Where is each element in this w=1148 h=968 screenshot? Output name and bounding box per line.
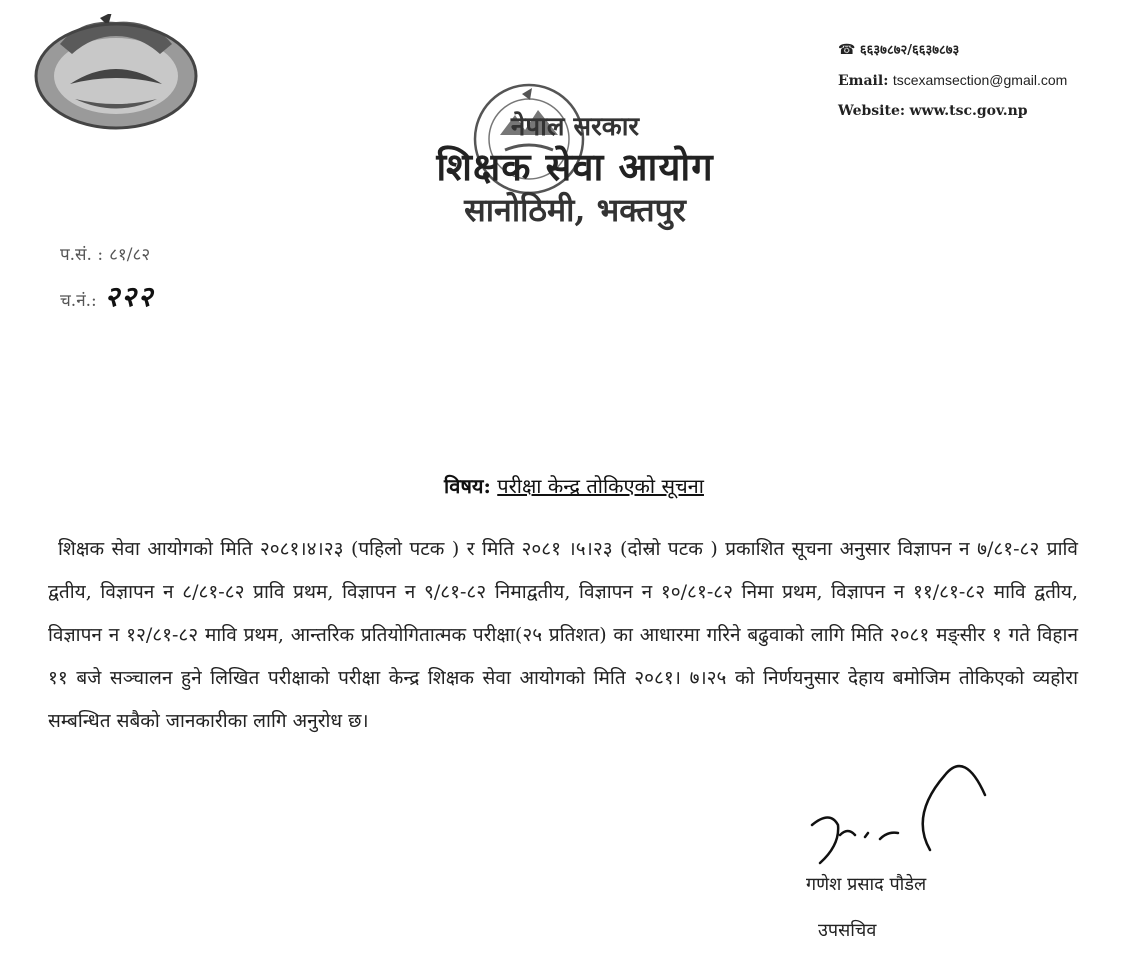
organization-name: शिक्षक सेवा आयोग [436,144,714,189]
ps-row [60,242,154,265]
cn-row [60,277,154,315]
cn-label: च.नं.: [60,291,97,311]
website-link[interactable]: www.tsc.gov.np [909,103,1028,119]
phone-row [838,40,1143,58]
subject-line [0,472,1148,499]
contact-block [838,40,1143,133]
notice-body: शिक्षक सेवा आयोगको मिति २०८१।४।२३ (पहिलो पटक ) र मिति २०८१ ।५।२३ (दोस्रो पटक ) प्रकाशित सूचना अनुसार विज्ञापन न ७/८१-८२ प्रावि द्वतीय, विज्ञापन न ८/८१-८२ प्रावि प्रथम, विज्ञापन न ९/८१-८२ निमाद्वतीय, विज्ञापन न १०/८१-८२ निमा प्रथम, विज्ञापन न ११/८१-८२ मावि द्वतीय, विज्ञापन न १२/८१-८२ मावि प्रथम, आन्तरिक प्रतियोगितात्मक परीक्षा(२५ प्रतिशत) का आधारमा गरिने बढुवाको लागि मिति २०८१ मङ्सीर १ गते विहान ११ बजे सञ्चालन हुने लिखित परीक्षाको परीक्षा केन्द्र शिक्षक सेवा आयोगको मिति २०८१। ७।२५ को निर्णयनुसार देहाय बमोजिम तोकिएको व्यहोरा सम्बन्धित सबैको जानकारीका लागि अनुरोध छ। [48,538,1078,732]
ps-label: प.सं. : [60,245,104,265]
email-label: Email: [838,73,889,89]
reference-numbers [60,242,154,327]
government-name: नेपाल सरकार [510,112,640,142]
phone-icon: ☎ [838,42,856,58]
email-link[interactable]: tscexamsection@gmail.com [892,72,1068,88]
phone-number: ६६३७८७२/६६३७८७३ [859,43,960,58]
ps-value: ८१/८२ [109,245,151,265]
signer-name: गणेश प्रसाद पौडेल [806,874,927,895]
handwritten-signature [800,755,1000,875]
letterhead [360,110,790,230]
website-label: Website: [838,103,906,119]
email-row [838,72,1143,89]
subject-label: विषय: [444,474,491,498]
website-row [838,103,1143,119]
subject-text: परीक्षा केन्द्र तोकिएको सूचना [497,474,704,498]
signer-title: उपसचिव [818,920,877,941]
national-emblem-logo [30,14,202,132]
organization-location: सानोठिमी, भक्तपुर [464,191,686,229]
cn-value: २२२ [104,280,155,313]
